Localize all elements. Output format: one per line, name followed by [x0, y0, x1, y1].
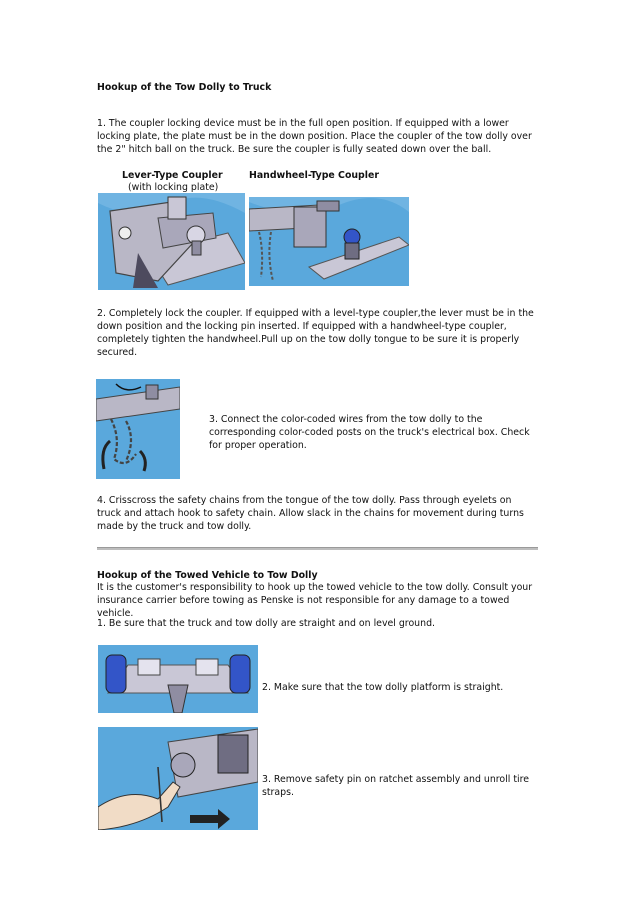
vehicle-step-2-text: 2. Make sure that the tow dolly platform is straight.	[262, 682, 504, 693]
section-2-intro: It is the customer's responsibility to hook up the towed vehicle to the tow dolly. Consult your insurance carrier before towing as Penske is not responsible for any damage to a towed vehicle.	[97, 582, 533, 619]
lever-coupler-illustration	[98, 193, 245, 290]
section-divider	[97, 547, 538, 550]
step-3-text: 3. Connect the color-coded wires from the tow dolly to the corresponding color-coded posts on the truck's electrical box. Check for proper operation.	[209, 414, 530, 451]
vehicle-step-1-text: 1. Be sure that the truck and tow dolly are straight and on level ground.	[97, 618, 435, 629]
dolly-platform-illustration	[98, 645, 258, 713]
step-1-text: 1. The coupler locking device must be in the full open position. If equipped with a lower locking plate, the plate must be in the down position. Place the coupler of the tow dolly over the 2" hitch ball on the truck. Be sure the coupler is fully seated down over the ball.	[97, 118, 532, 155]
lever-coupler-sublabel: (with locking plate)	[128, 182, 219, 193]
vehicle-step-3-text: 3. Remove safety pin on ratchet assembly and unroll tire straps.	[262, 774, 530, 798]
section-title-vehicle-hookup: Hookup of the Towed Vehicle to Tow Dolly	[97, 570, 318, 581]
lever-coupler-label: Lever-Type Coupler	[122, 170, 223, 181]
section-title-truck-hookup: Hookup of the Tow Dolly to Truck	[97, 82, 272, 93]
step-2-text: 2. Completely lock the coupler. If equipped with a level-type coupler,the lever must be in the down position and the locking pin inserted. If equipped with a handwheel-type coupler, completely tighten the handwheel.Pull up on the tow dolly tongue to be sure it is properly secured.	[97, 308, 534, 358]
step-4-text: 4. Crisscross the safety chains from the tongue of the tow dolly. Pass through eyelets on truck and attach hook to safety chain. Allow slack in the chains for movement during turns made by the truck and tow dolly.	[97, 495, 524, 532]
ratchet-assembly-illustration	[98, 727, 258, 830]
handwheel-coupler-label: Handwheel-Type Coupler	[249, 170, 379, 181]
safety-chain-illustration	[96, 379, 180, 479]
handwheel-coupler-illustration	[249, 197, 409, 286]
